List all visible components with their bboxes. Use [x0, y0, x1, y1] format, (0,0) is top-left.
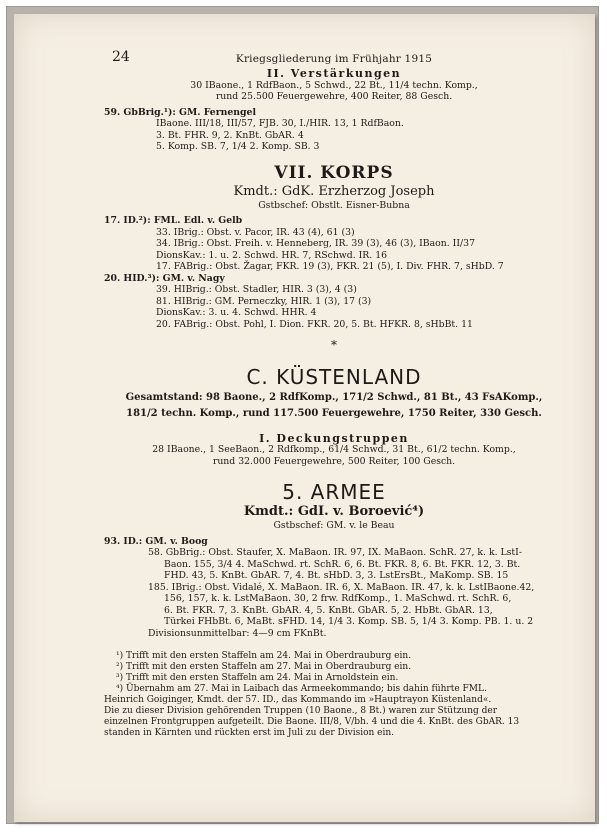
- text-line: 34. IBrig.: Obst. Freih. v. Henneberg, IR. 39 (3), 46 (3), IBaon. II/37: [156, 238, 475, 249]
- text-line: 81. HIBrig.: GM. Perneczky, HIR. 1 (3), 17 (3): [156, 295, 372, 307]
- text-line: 58. GbBrig.: Obst. Staufer, X. MaBaon. IR. 97, IX. MaBaon. SchR. 27, k. k. LstI-: [148, 547, 522, 558]
- book-page: [14, 14, 595, 822]
- text-line: Türkei FHbBt. 6, MaBt. sFHD. 14, 1/4 3. Komp. SB. 5, 1/4 3. Komp. PB. 1. u. 2: [164, 616, 534, 627]
- id-93-block: [104, 536, 584, 640]
- text-line: 28 IBaone., 1 SeeBaon., 2 Rdfkomp., 61/4 Schwd., 31 Bt., 61/2 techn. Komp.,: [152, 444, 516, 455]
- section-heading-deckungstruppen: I. Deckungstruppen: [259, 431, 409, 445]
- text-line: 6. Bt. FKR. 7, 3. KnBt. GbAR. 4, 5. KnBt. GbAR. 5, 2. HbBt. GbAR. 13,: [164, 604, 493, 616]
- text-line: 33. IBrig.: Obst. v. Pacor, IR. 43 (4), 61 (3): [156, 226, 355, 238]
- text-line: FHD. 43, 5. KnBt. GbAR. 7, 4. Bt. sHbD. 3, 3. LstErsBt., MaKomp. SB. 15: [164, 570, 509, 581]
- summary-line: Gesamtstand: 98 Baone., 2 RdfKomp., 171/2 Schwd., 81 Bt., 43 FsAKomp.,: [125, 391, 543, 403]
- armee-title: 5. ARMEE: [282, 480, 386, 504]
- corps-title: VII. KORPS: [274, 162, 394, 183]
- hid-20-block: [104, 273, 584, 331]
- text-line: Baon. 155, 3/4 4. MaSchwd. rt. SchR. 6, 6. Bt. FKR. 8, 6. Bt. FKR. 12, 3. Bt.: [164, 558, 521, 570]
- corps-chief-of-staff: Gstbschef: Obstlt. Eisner-Bubna: [258, 199, 410, 211]
- text-line: DionsKav.: 1. u. 2. Schwd. HR. 7, RSchwd. IR. 16: [156, 249, 388, 261]
- armee-chief-of-staff: Gstbschef: GM. v. le Beau: [273, 520, 395, 531]
- footnote-2: ²) Trifft mit den ersten Staffeln am 27. Mai in Oberdrauburg ein.: [116, 662, 412, 672]
- text-line: 30 IBaone., 1 RdfBaon., 5 Schwd., 22 Bt., 11/4 techn. Komp.,: [190, 79, 478, 91]
- armee-commander: Kmdt.: GdI. v. Boroević⁴): [243, 504, 425, 519]
- corps-commander: Kmdt.: GdK. Erzherzog Joseph: [233, 183, 435, 199]
- text-line: 156, 157, k. k. LstMaBaon. 30, 2 frw. RdfKomp., 1. MaSchwd. rt. SchR. 6,: [164, 593, 512, 604]
- unit-heading: 59. GbBrig.¹): GM. Fernengel: [104, 106, 257, 118]
- footnote-4-cont: Die zu dieser Division gehörenden Truppen (10 Baone., 8 Bt.) waren zur Stützung der: [104, 706, 498, 716]
- unit-heading: 20. HID.³): GM. v. Nagy: [104, 272, 225, 284]
- text-line: 20. FABrig.: Obst. Pohl, I. Dion. FKR. 20, 5. Bt. HFKR. 8, sHbBt. 11: [156, 318, 473, 330]
- unit-heading: 93. ID.: GM. v. Boog: [104, 535, 208, 547]
- scan-frame: [6, 6, 599, 824]
- footnote-3: ³) Trifft mit den ersten Staffeln am 24. Mai in Arnoldstein ein.: [116, 673, 399, 683]
- unit-heading: 17. ID.²): FML. Edl. v. Gelb: [104, 215, 243, 226]
- text-line: 17. FABrig.: Obst. Žagar, FKR. 19 (3), FKR. 21 (5), I. Div. FHR. 7, sHbD. 7: [156, 261, 504, 272]
- footnotes: [104, 651, 584, 739]
- gbbrig-59-block: [104, 107, 584, 153]
- text-line: 3. Bt. FHR. 9, 2. KnBt. GbAR. 4: [156, 129, 304, 141]
- page-content: [84, 42, 584, 739]
- text-line: IBaone. III/18, III/57, FJB. 30, I./HIR. 13, 1 RdfBaon.: [156, 118, 404, 129]
- page-number: 24: [112, 49, 130, 65]
- text-line: DionsKav.: 3. u. 4. Schwd. HHR. 4: [156, 307, 317, 318]
- footnote-4: ⁴) Übernahm am 27. Mai in Laibach das Armeekommando; bis dahin führte FML.: [116, 684, 487, 694]
- summary-line: 181/2 techn. Komp., rund 117.500 Feuergewehre, 1750 Reiter, 330 Gesch.: [126, 408, 542, 419]
- text-line: rund 32.000 Feuergewehre, 500 Reiter, 100 Gesch.: [212, 455, 456, 467]
- section-divider-star: *: [331, 338, 337, 352]
- footnote-1: ¹) Trifft mit den ersten Staffeln am 24. Mai in Oberdrauburg ein.: [116, 651, 412, 661]
- section-heading-verstaerkungen: II. Verstärkungen: [266, 67, 402, 80]
- id-17-block: [104, 215, 584, 273]
- text-line: 185. IBrig.: Obst. Vidalé, X. MaBaon. IR. 6, X. MaBaon. IR. 47, k. k. LstIBaone.42,: [148, 581, 535, 593]
- running-title: Kriegsgliederung im Frühjahr 1915: [235, 53, 433, 65]
- text-line: Divisionsunmittelbar: 4—9 cm FKnBt.: [148, 627, 327, 639]
- text-line: rund 25.500 Feuergewehre, 400 Reiter, 88 Gesch.: [215, 91, 453, 102]
- kuestenland-title: C. KÜSTENLAND: [246, 364, 422, 389]
- footnote-4-cont: Heinrich Goiginger, Kmdt. der 57. ID., das Kommando im »Hauptrayon Küstenland«.: [104, 695, 492, 705]
- footnote-4-cont: einzelnen Frontgruppen aufgeteilt. Die Baone. III/8, V/bh. 4 und die 4. KnBt. des GbAR. 13: [104, 717, 520, 727]
- text-line: 39. HIBrig.: Obst. Stadler, HIR. 3 (3), 4 (3): [156, 284, 357, 295]
- running-head: [84, 42, 584, 64]
- footnote-4-cont: standen in Kärnten und rückten erst im Juli zu der Division ein.: [104, 728, 395, 738]
- text-line: 5. Komp. SB. 7, 1/4 2. Komp. SB. 3: [156, 141, 320, 152]
